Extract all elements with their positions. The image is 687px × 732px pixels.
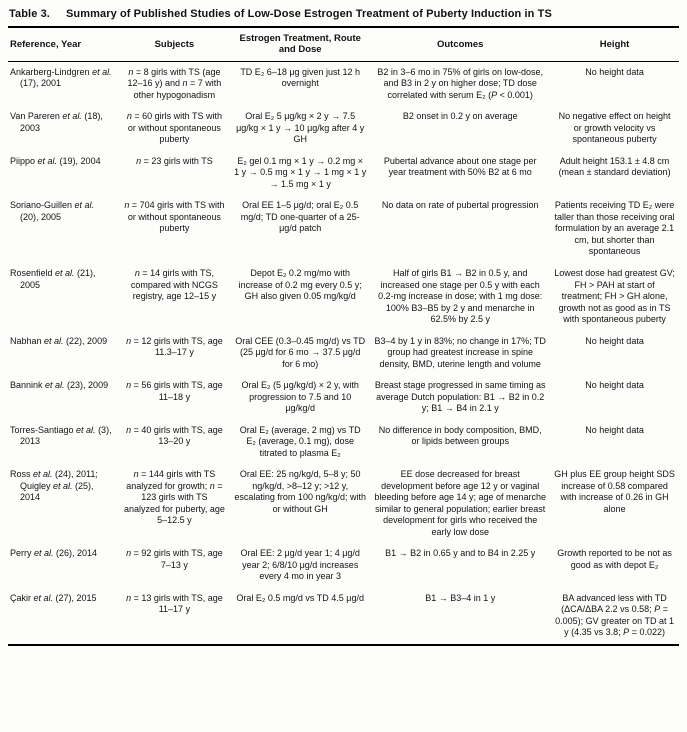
table-row — [8, 263, 679, 331]
outcomes-cell: B2 onset in 0.2 y on average — [402, 111, 518, 122]
outcomes-cell: B3–4 by 1 y in 83%; no change in 17%; TD group had greatest increase in spine density, BMD, uterine length and volume — [374, 335, 546, 369]
height-cell: No height data — [585, 424, 644, 435]
treatment-cell: Oral EE: 2 μg/d year 1; 4 μg/d year 2; 6/8/10 μg/d increases every 4 mo in year 3 — [240, 548, 360, 582]
reference-cell: Ankarberg-Lindgren et al. (17), 2001 — [10, 66, 112, 89]
treatment-cell: Oral EE: 25 ng/kg/d, 5–8 y; 50 ng/kg/d, >8–12 y; >12 y, escalating from 100 ng/kg/d; with or without GH — [234, 469, 366, 514]
table-row — [8, 61, 679, 106]
column-header-reference-year: Reference, Year — [8, 27, 119, 61]
outcomes-cell: B1 → B3–4 in 1 y — [425, 592, 496, 603]
column-header-estrogen-treatment: Estrogen Treatment, Route and Dose — [230, 27, 370, 61]
height-cell: No negative effect on height or growth velocity vs spontaneous puberty — [558, 111, 671, 145]
subjects-cell: n = 14 girls with TS, compared with NCGS registry, age 12–15 y — [130, 268, 218, 302]
subjects-cell: n = 704 girls with TS with or without spontaneous puberty — [124, 200, 225, 234]
treatment-cell: TD E₂ 6–18 μg given just 12 h overnight — [240, 66, 361, 89]
height-cell: Patients receiving TD E₂ were taller than those receiving oral formulation by an average 2.1 cm, but shorter than spontaneous — [554, 200, 675, 257]
treatment-cell: Oral E₂ (5 μg/kg/d) × 2 y, with progression to 7.5 and 10 μg/kg/d — [241, 380, 359, 414]
reference-cell: Torres-Santiago et al. (3), 2013 — [10, 424, 112, 447]
height-cell: BA advanced less with TD (ΔCA/ΔBA 2.2 vs 0.58; P = 0.005); GV greater on TD at 1 y (4.35 vs 3.8; P = 0.022) — [555, 592, 675, 638]
column-header-subjects: Subjects — [119, 27, 230, 61]
treatment-cell: Oral EE 1–5 μg/d; oral E₂ 0.5 mg/d; TD one-quarter of a 25-μg/d patch — [240, 200, 360, 234]
height-cell: Lowest dose had greatest GV; FH > PAH at start of treatment; FH > GH alone, growth not as good as in TS with spontaneous puberty — [554, 268, 675, 325]
outcomes-cell: B2 in 3–6 mo in 75% of girls on low-dose, and B3 in 2 y on higher dose; TD dose correlated with serum E₂ (P < 0.001) — [377, 66, 544, 100]
outcomes-cell: Pubertal advance about one stage per year treatment with 50% B2 at 6 mo — [383, 155, 537, 178]
outcomes-cell: Breast stage progressed in same timing as average Dutch population: B1 → B2 in 0.2 y; B1 → B4 in 2.1 y — [374, 380, 546, 414]
column-header-outcomes: Outcomes — [370, 27, 550, 61]
table-row — [8, 588, 679, 645]
outcomes-cell: EE dose decreased for breast development before age 12 y or vaginal bleeding before age 14 y; age of menarche similar to general population; earlier breast development for girls who received the early low dose — [374, 469, 547, 537]
header-row — [8, 27, 679, 61]
reference-cell: Nabhan et al. (22), 2009 — [10, 335, 108, 346]
outcomes-cell: No difference in body composition, BMD, or lipids between groups — [378, 424, 542, 447]
subjects-cell: n = 13 girls with TS, age 11–17 y — [126, 592, 223, 615]
table-row — [8, 464, 679, 543]
height-cell: GH plus EE group height SDS increase of 0.58 compared with increase of 0.26 in GH alone — [554, 469, 675, 514]
table-row — [8, 543, 679, 588]
subjects-cell: n = 12 girls with TS, age 11.3–17 y — [126, 335, 223, 358]
column-header-height: Height — [550, 27, 679, 61]
reference-cell: Rosenfield et al. (21), 2005 — [10, 268, 96, 290]
height-cell: No height data — [585, 380, 644, 391]
treatment-cell: E₂ gel 0.1 mg × 1 y → 0.2 mg × 1 y → 0.5 mg × 1 y → 1 mg × 1 y → 1.5 mg × 1 y — [234, 155, 367, 189]
table-row — [8, 106, 679, 151]
height-cell: Growth reported to be not as good as with depot E₂ — [557, 548, 672, 570]
reference-cell: Bannink et al. (23), 2009 — [10, 380, 109, 391]
reference-cell: Çakir et al. (27), 2015 — [10, 592, 97, 603]
table-row — [8, 151, 679, 196]
subjects-cell: n = 92 girls with TS, age 7–13 y — [126, 548, 223, 570]
table-label: Table 3. — [9, 8, 50, 20]
table-title: Summary of Published Studies of Low-Dose Estrogen Treatment of Puberty Induction in TS — [65, 8, 552, 20]
height-cell: No height data — [585, 66, 644, 77]
reference-cell: Van Pareren et al. (18), 2003 — [10, 111, 103, 133]
outcomes-cell: Half of girls B1 → B2 in 0.5 y, and increased one stage per 0.5 y with each 0.2-mg increase in dose; with 1 mg dose: 100% B3–B5 by 2 y and menarche in 62.5% by 2.5 y — [378, 268, 543, 325]
table-row — [8, 375, 679, 420]
reference-cell: Piippo et al. (19), 2004 — [10, 155, 101, 166]
table-caption — [8, 5, 679, 26]
subjects-cell: n = 60 girls with TS with or without spontaneous puberty — [126, 111, 222, 145]
treatment-cell: Oral CEE (0.3–0.45 mg/d) vs TD (25 μg/d for 6 mo → 37.5 μg/d for 6 mo) — [235, 335, 366, 369]
treatment-cell: Oral E₂ (average, 2 mg) vs TD E₂ (average, 0.1 mg), dose titrated to plasma E₂ — [239, 424, 361, 458]
reference-cell: Perry et al. (26), 2014 — [10, 548, 98, 559]
subjects-cell: n = 8 girls with TS (age 12–16 y) and n = 7 with other hypogonadism — [127, 66, 222, 100]
outcomes-cell: No data on rate of pubertal progression — [381, 200, 539, 211]
studies-table — [8, 26, 679, 646]
table-row — [8, 420, 679, 465]
treatment-cell: Depot E₂ 0.2 mg/mo with increase of 0.2 mg every 0.5 y; GH also given 0.05 mg/kg/d — [238, 268, 362, 302]
outcomes-cell: B1 → B2 in 0.65 y and to B4 in 2.25 y — [385, 548, 536, 559]
height-cell: Adult height 153.1 ± 4.8 cm (mean ± standard deviation) — [558, 155, 671, 178]
subjects-cell: n = 23 girls with TS — [136, 155, 213, 166]
reference-cell: Ross et al. (24), 2011; Quigley et al. (25), 2014 — [10, 469, 98, 503]
subjects-cell: n = 40 girls with TS, age 13–20 y — [126, 424, 223, 447]
subjects-cell: n = 144 girls with TS analyzed for growth; n = 123 girls with TS analyzed for puberty, age 5–12.5 y — [123, 469, 225, 526]
subjects-cell: n = 56 girls with TS, age 11–18 y — [126, 380, 223, 402]
height-cell: No height data — [585, 335, 644, 346]
table-row — [8, 195, 679, 263]
treatment-cell: Oral E₂ 5 μg/kg × 2 y → 7.5 μg/kg × 1 y → 10 μg/kg after 4 y GH — [236, 111, 365, 145]
reference-cell: Soriano-Guillen et al. (20), 2005 — [10, 200, 95, 222]
table-row — [8, 331, 679, 376]
treatment-cell: Oral E₂ 0.5 mg/d vs TD 4.5 μg/d — [236, 592, 364, 603]
